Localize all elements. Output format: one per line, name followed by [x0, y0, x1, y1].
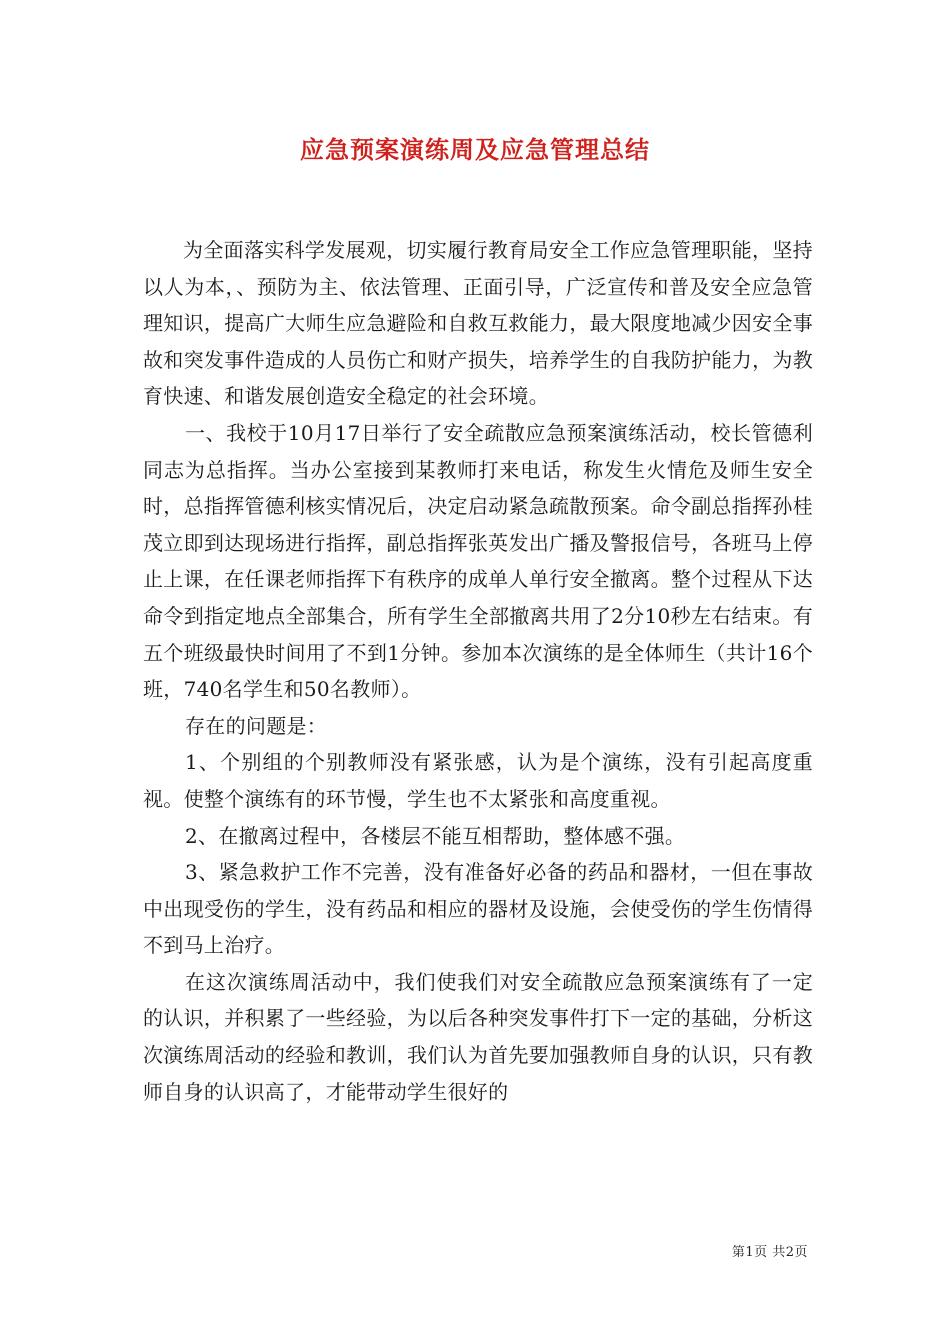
paragraph-drill-description: 一、我校于10月17日举行了安全疏散应急预案演练活动，校长管德利同志为总指挥。当办公室接到某教师打来电话，称发生火情危及师生安全时，总指挥管德利核实情况后，决定启动紧急疏散预案。命令副总指挥孙桂茂立即到达现场进行指挥，副总指挥张英发出广播及警报信号，各班马上停止上课，在任课老师指挥下有秩序的成单人单行安全撤离。整个过程从下达命令到指定地点全部集合，所有学生全部撤离共用了2分10秒左右结束。有五个班级最快时间用了不到1分钟。参加本次演练的是全体师生（共计16个班，740名学生和50名教师）。: [143, 420, 813, 702]
paragraph-problem-3: 3、紧急救护工作不完善，没有准备好必备的药品和器材，一但在事故中出现受伤的学生，没有药品和相应的器材及设施，会使受伤的学生伤情得不到马上治疗。: [143, 860, 813, 958]
paragraph-problem-1: 1、个别组的个别教师没有紧张感，认为是个演练，没有引起高度重视。使整个演练有的环节慢，学生也不太紧张和高度重视。: [143, 750, 813, 811]
page-number: 第1页 共2页: [731, 1245, 808, 1260]
paragraph-conclusion: 在这次演练周活动中，我们使我们对安全疏散应急预案演练有了一定的认识，并积累了一些经验，为以后各种突发事件打下一定的基础，分析这次演练周活动的经验和教训，我们认为首先要加强教师自身的认识，只有教师自身的认识高了，才能带动学生很好的: [143, 969, 813, 1104]
document-title: 应急预案演练周及应急管理总结: [300, 135, 650, 164]
paragraph-problems-heading: 存在的问题是：: [185, 713, 328, 738]
paragraph-intro: 为全面落实科学发展观，切实履行教育局安全工作应急管理职能，坚持以人为本，、预防为主、依法管理、正面引导，广泛宣传和普及安全应急管理知识，提高广大师生应急避险和自救互救能力，最大限度地减少因安全事故和突发事件造成的人员伤亡和财产损失，培养学生的自我防护能力，为教育快速、和谐发展创造安全稳定的社会环境。: [143, 238, 813, 409]
paragraph-problem-2: 2、在撤离过程中，各楼层不能互相帮助，整体感不强。: [185, 823, 686, 848]
document-body: [143, 232, 813, 1110]
